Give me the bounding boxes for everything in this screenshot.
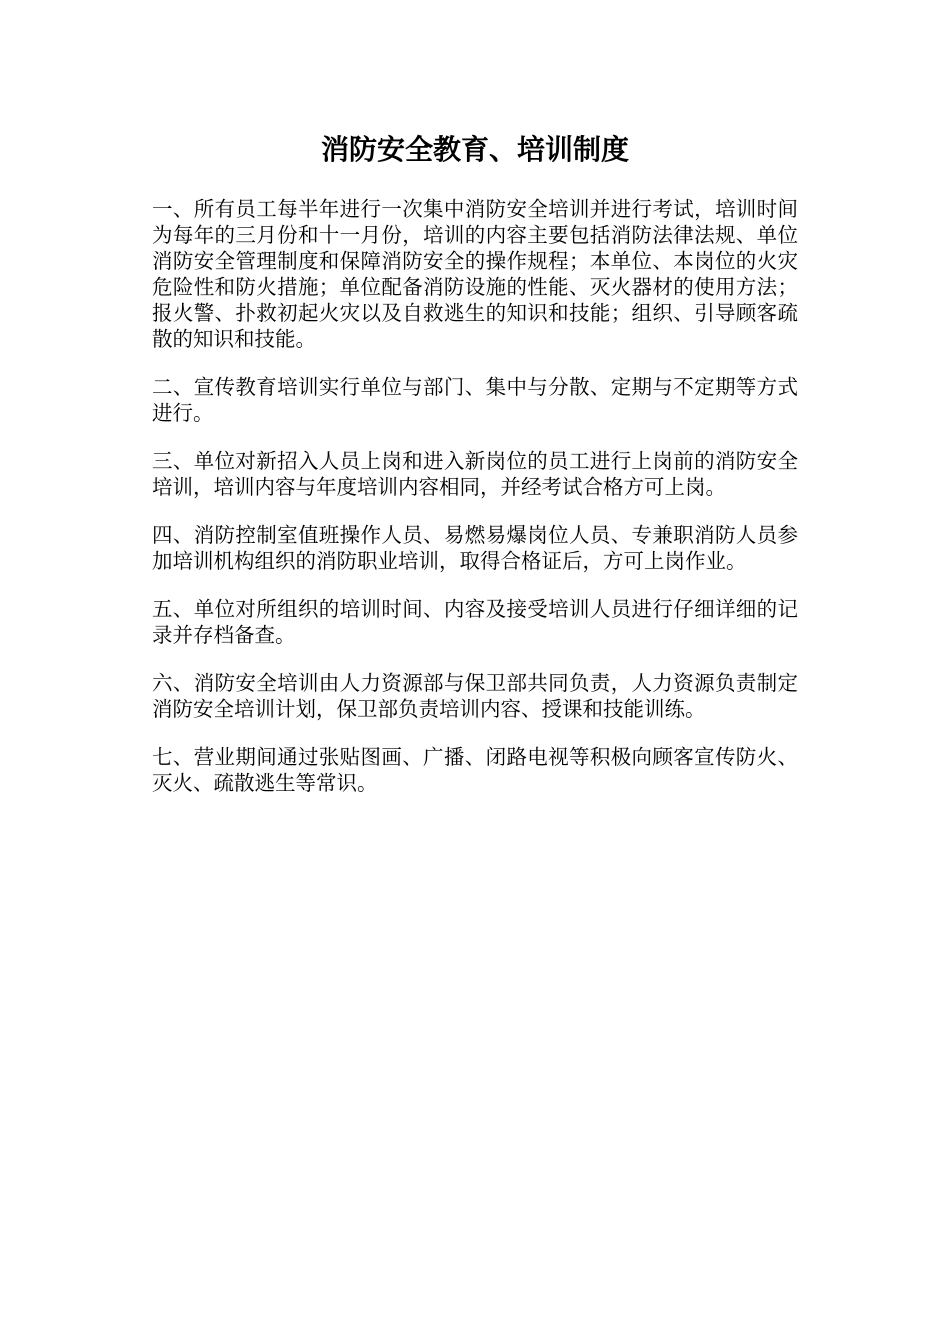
paragraph-6: 六、消防安全培训由人力资源部与保卫部共同负责，人力资源负责制定消防安全培训计划，保卫部负责培训内容、授课和技能训练。 xyxy=(152,671,798,721)
paragraph-2: 二、宣传教育培训实行单位与部门、集中与分散、定期与不定期等方式进行。 xyxy=(152,375,798,425)
document-body xyxy=(152,196,798,818)
document-title: 消防安全教育、培训制度 xyxy=(320,133,629,166)
paragraph-3: 三、单位对新招入人员上岗和进入新岗位的员工进行上岗前的消防安全培训，培训内容与年度培训内容相同，并经考试合格方可上岗。 xyxy=(152,449,798,499)
paragraph-7: 七、营业期间通过张贴图画、广播、闭路电视等积极向顾客宣传防火、灭火、疏散逃生等常识。 xyxy=(152,745,798,795)
paragraph-5: 五、单位对所组织的培训时间、内容及接受培训人员进行仔细详细的记录并存档备查。 xyxy=(152,597,798,647)
paragraph-4: 四、消防控制室值班操作人员、易燃易爆岗位人员、专兼职消防人员参加培训机构组织的消防职业培训，取得合格证后，方可上岗作业。 xyxy=(152,523,798,573)
paragraph-1: 一、所有员工每半年进行一次集中消防安全培训并进行考试，培训时间为每年的三月份和十一月份，培训的内容主要包括消防法律法规、单位消防安全管理制度和保障消防安全的操作规程；本单位、本岗位的火灾危险性和防火措施；单位配备消防设施的性能、灭火器材的使用方法；报火警、扑救初起火灾以及自救逃生的知识和技能；组织、引导顾客疏散的知识和技能。 xyxy=(152,197,798,351)
